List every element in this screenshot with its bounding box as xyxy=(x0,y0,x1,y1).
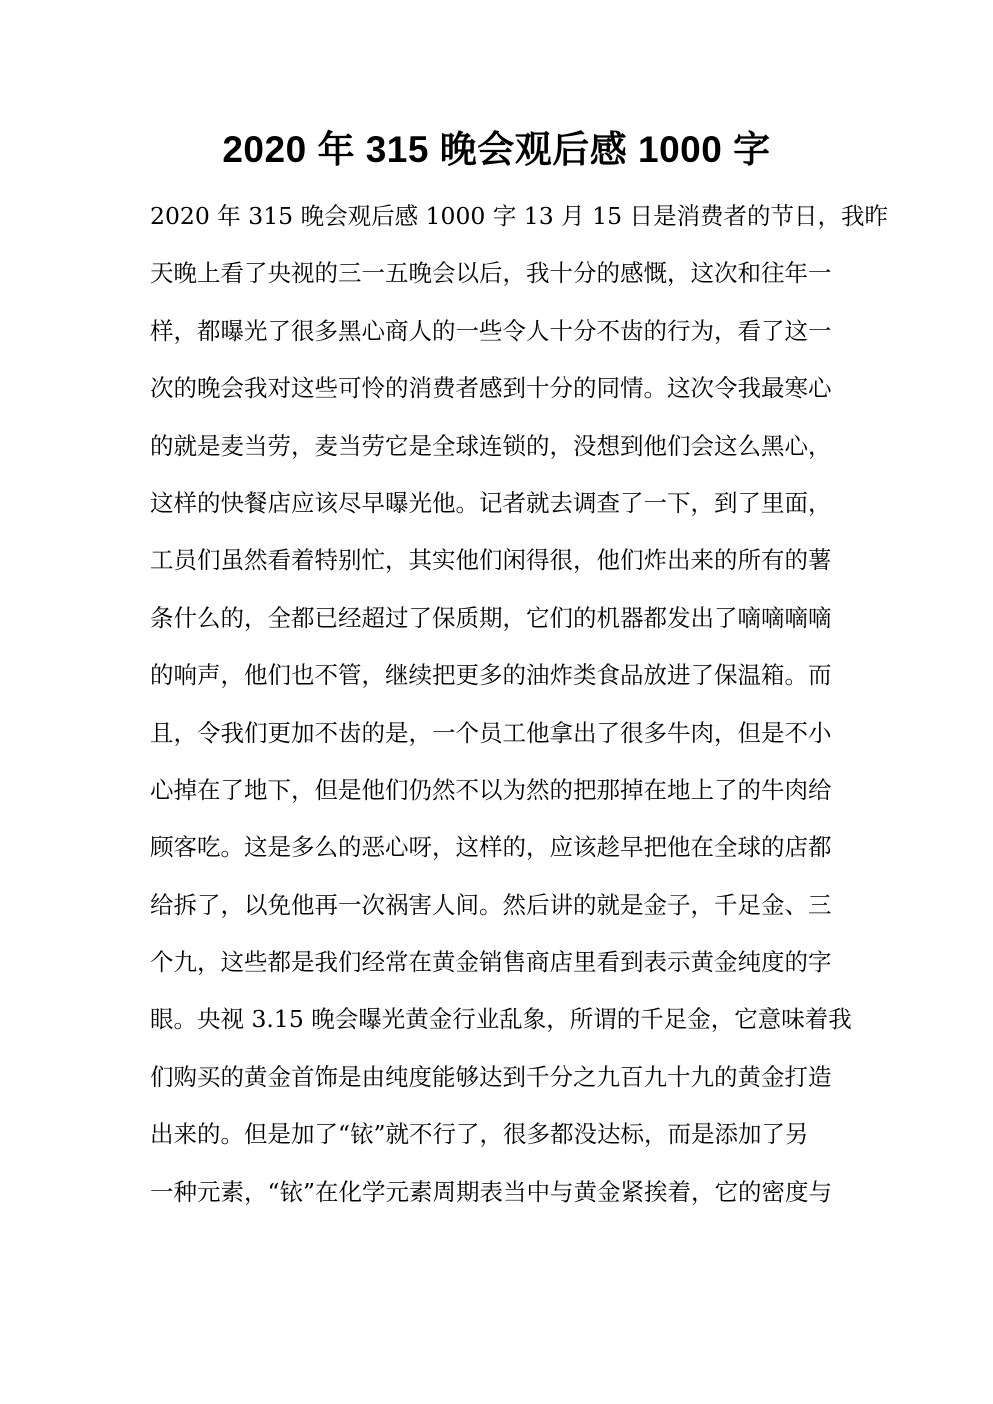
body-line: 心掉在了地下，但是他们仍然不以为然的把那掉在地上了的牛肉给 xyxy=(150,775,832,804)
body-line: 眼。央视 3.15 晚会曝光黄金行业乱象，所谓的千足金，它意味着我 xyxy=(150,1005,852,1034)
document-body xyxy=(150,196,889,1229)
body-line: 个九，这些都是我们经常在黄金销售商店里看到表示黄金纯度的字 xyxy=(150,948,832,977)
body-line: 们购买的黄金首饰是由纯度能够达到千分之九百九十九的黄金打造 xyxy=(150,1062,832,1091)
body-line: 2020 年 315 晚会观后感 1000 字 13 月 15 日是消费者的节日，我昨 xyxy=(150,202,889,230)
page-title: 2020 年 315 晚会观后感 1000 字 xyxy=(222,129,771,170)
body-line: 的响声，他们也不管，继续把更多的油炸类食品放进了保温箱。而 xyxy=(150,661,832,690)
body-line: 的就是麦当劳，麦当劳它是全球连锁的，没想到他们会这么黑心， xyxy=(150,431,832,460)
body-line: 工员们虽然看着特别忙，其实他们闲得很，他们炸出来的所有的薯 xyxy=(150,546,832,575)
body-line: 样，都曝光了很多黑心商人的一些令人十分不齿的行为，看了这一 xyxy=(150,316,832,345)
body-line: 一种元素，“铱”在化学元素周期表当中与黄金紧挨着，它的密度与 xyxy=(150,1177,833,1206)
body-line: 且，令我们更加不齿的是，一个员工他拿出了很多牛肉，但是不小 xyxy=(150,718,832,747)
body-line: 这样的快餐店应该尽早曝光他。记者就去调查了一下，到了里面， xyxy=(150,488,832,517)
body-line: 次的晚会我对这些可怜的消费者感到十分的同情。这次令我最寒心 xyxy=(150,374,832,403)
body-line: 天晚上看了央视的三一五晚会以后，我十分的感慨，这次和往年一 xyxy=(150,259,832,288)
body-line: 条什么的，全都已经超过了保质期，它们的机器都发出了嘀嘀嘀嘀 xyxy=(150,603,832,632)
body-line: 给拆了，以免他再一次祸害人间。然后讲的就是金子，千足金、三 xyxy=(150,890,832,919)
body-line: 顾客吃。这是多么的恶心呀，这样的，应该趁早把他在全球的店都 xyxy=(150,833,832,862)
body-line: 出来的。但是加了“铱”就不行了，很多都没达标，而是添加了另 xyxy=(150,1120,809,1149)
